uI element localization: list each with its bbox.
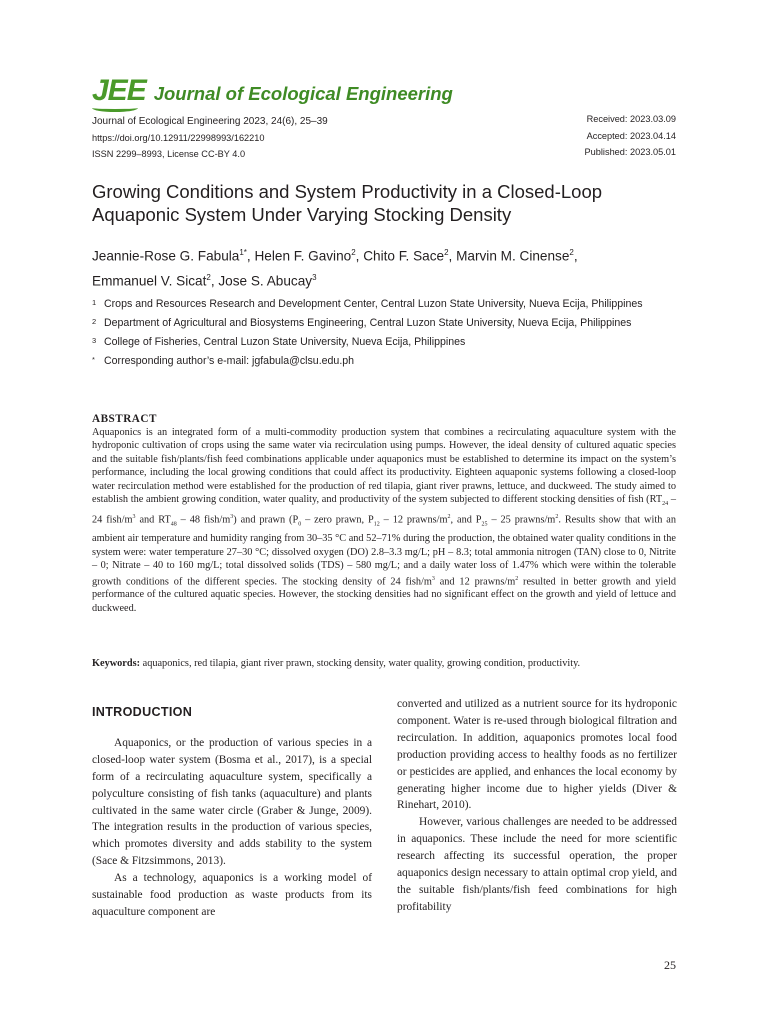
jee-logo-mark: JEE <box>92 74 146 108</box>
doi-link[interactable]: https://doi.org/10.12911/22998993/162210 <box>92 133 265 143</box>
citation: Journal of Ecological Engineering 2023, 24(6), 25–39 <box>92 116 328 127</box>
affiliation-text: College of Fisheries, Central Luzon State University, Nueva Ecija, Philippines <box>104 336 466 348</box>
published-date: Published: 2023.05.01 <box>584 147 676 157</box>
body-column-right <box>397 696 677 916</box>
abstract <box>92 413 676 615</box>
body-column-left <box>92 696 372 921</box>
accepted-date: Accepted: 2023.04.14 <box>586 130 676 141</box>
author-list: Jeannie-Rose G. Fabula$^{1*}$, Helen F. Gavino$^2$, Chito F. Sace$^2$, Marvin M. Cinense$^2$, Emmanuel V. Sicat$^2$, Jose S. Abucay$^3$ <box>92 248 578 289</box>
author-sup: 2 <box>569 248 574 257</box>
journal-name: Journal of Ecological Engineering <box>153 83 453 104</box>
author-sup: 1* <box>239 248 247 257</box>
author: Marvin M. Cinense <box>456 248 570 264</box>
author: Jeannie-Rose G. Fabula <box>92 248 240 264</box>
keywords-text: aquaponics, red tilapia, giant river prawn, stocking density, water quality, growing condition, productivity. <box>140 658 581 669</box>
title-line-2: Aquaponic System Under Varying Stocking Density <box>92 204 512 225</box>
affiliation-item <box>92 354 676 369</box>
paragraph: However, various challenges are needed to be addressed in aquaponics. These include the need for more scientific research affecting its successful operation, the proper aquaponics design necessary to attain optimal crop yield, and the suitable fish/plants/fish feed combinations for high profitability <box>397 816 677 913</box>
affiliation-item <box>92 316 676 331</box>
paragraph: converted and utilized as a nutrient source for its hydroponic component. Water is re-used through biological filtration and recirculation. In addition, aquaponics promotes local food production providing access to healthy foods as no fertilizer or pesticides are applied, and enhances the local economy by generating higher income due to higher yields (Diver & Rinehart, 2010). <box>397 698 677 812</box>
journal-logo <box>92 74 453 108</box>
author-sup: 3 <box>312 272 317 282</box>
section-heading-introduction: INTRODUCTION <box>92 705 193 719</box>
author: Emmanuel V. Sicat <box>92 273 207 289</box>
article-title <box>92 180 692 226</box>
author: Chito F. Sace <box>363 248 445 264</box>
issn: ISSN 2299–8993, License CC-BY 4.0 <box>92 149 246 159</box>
affiliation-item <box>92 297 676 312</box>
affiliation-text: Crops and Resources Research and Development Center, Central Luzon State University, Nueva Ecija, Philippines <box>104 298 643 310</box>
corresponding-email[interactable]: Corresponding author’s e-mail: jgfabula@clsu.edu.ph <box>104 355 355 367</box>
affiliation-number: 1 <box>92 298 97 307</box>
author: Jose S. Abucay <box>218 273 313 289</box>
affiliation-text: Department of Agricultural and Biosystems Engineering, Central Luzon State University, Nueva Ecija, Philippines <box>104 317 632 329</box>
abstract-heading: ABSTRACT <box>92 413 157 425</box>
author-sup: 2 <box>206 272 211 282</box>
affiliation-number: 2 <box>92 317 97 326</box>
received-date: Received: 2023.03.09 <box>586 114 676 124</box>
citation-block <box>92 114 328 162</box>
title-line-1: Growing Conditions and System Productivity in a Closed-Loop <box>92 181 603 202</box>
affiliation-number: * <box>92 355 95 364</box>
paragraph: As a technology, aquaponics is a working model of sustainable food production as waste products from its aquaculture component are <box>92 872 372 918</box>
keywords-label: Keywords: <box>92 658 141 669</box>
author-sup: 2 <box>351 248 356 257</box>
keywords <box>92 657 692 671</box>
author: Helen F. Gavino <box>254 248 352 264</box>
affiliation-item <box>92 335 676 350</box>
affiliations <box>92 297 676 373</box>
logo-swoosh-icon <box>92 104 138 112</box>
author-sup: 2 <box>444 248 449 257</box>
paragraph: Aquaponics, or the production of various species in a closed-loop water system (Bosma et al., 2017), is a special form of a recirculating aquaculture system, specifically a polyculture consisting of fish tanks (aquaculture) and plants cultivated in the same water circle (Graber & Junge, 2009). The integration results in the production of various species, which promotes diversity and adds stability to the system (Sace & Fitzsimmons, 2013). <box>92 736 372 868</box>
dates-block <box>585 111 676 161</box>
page-number: 25 <box>664 958 676 972</box>
abstract-text: Aquaponics is an integrated form of a multi-commodity production system that combines a recirculating aquaculture system with the hydroponic cultivation of crops using the same water via recirculation using pumps. However, the ideal density of cultured aquatic species and the suitable fish/plants/fish feed combinations applicable under aquaponics must be established to determine its impact on the system’s performance, including the local growing conditions that could affect its productivity. Eighteen aquaponic systems following a closed-loop water recirculation method were established for the production of red tilapia, giant river prawns, lettuce, and duckweed. The study aimed to establish the ambient growing condition, water quality, and productivity of the system subjected to different stocking densities of fish ($RT_{24} - 24$ fish/$m^3$ and $RT_{48} - 48$ fish/$m^3$) and prawn ($P_0$ – zero prawn, $P_{12} - 12$ prawns/$m^2$, and $P_{25} - 25$ prawns/$m^2$. Results show that with an ambient air temperature and humidity ranging from 30–35 °C and 52–71% during the production, the obtained water quality conditions in the system were: water temperature 27–30 °C; dissolved oxygen (DO) 2.8–3.3 mg/L; pH – 8.3; total ammonia nitrogen (TAN) close to 0, Nitrite – 0; Nitrate – 40 to 160 mg/L; total dissolved solids (TDS) – 580 mg/L; and a daily water loss of 1.47% which were within the tolerable growth conditions of the different species. The stocking density of 24 fish/$m^3$ and 12 prawns/$m^2$ resulted in better growth and yield performance of the cultured aquatic species. However, the stocking densities had no significant effect on the growth and yield of lettuce and duckweed. <box>92 427 677 614</box>
affiliation-number: 3 <box>92 336 97 345</box>
